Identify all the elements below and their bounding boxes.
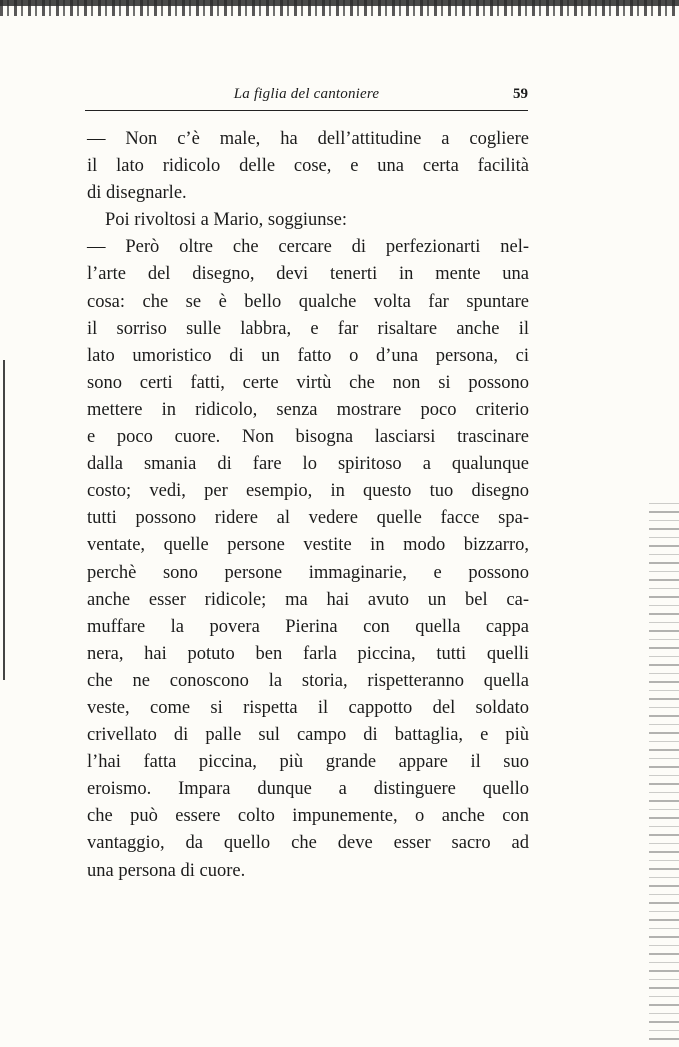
text-line: tutti possono ridere al vedere quelle facce spa- bbox=[87, 508, 529, 529]
text-line: veste, come si rispetta il cappotto del soldato bbox=[87, 697, 529, 718]
text-line: ventate, quelle persone vestite in modo bizzarro, bbox=[87, 535, 529, 556]
text-line: muffare la povera Pierina con quella cappa bbox=[87, 616, 529, 637]
text-line: il lato ridicolo delle cose, e una certa facilità bbox=[87, 156, 529, 177]
text-line: perchè sono persone immaginarie, e possono bbox=[87, 562, 529, 583]
page-header bbox=[85, 82, 528, 111]
text-line: costo; vedi, per esempio, in questo tuo disegno bbox=[87, 481, 529, 502]
page-number: 59 bbox=[513, 86, 528, 102]
text-line: lato umoristico di un fatto o d’una persona, ci bbox=[87, 345, 529, 366]
scan-top-shadow bbox=[0, 0, 679, 6]
text-line: — Non c’è male, ha dell’attitudine a cogliere bbox=[87, 129, 529, 149]
text-line: eroismo. Impara dunque a distinguere quello bbox=[87, 779, 529, 800]
text-line: mettere in ridicolo, senza mostrare poco criterio bbox=[87, 399, 529, 420]
text-line: Poi rivoltosi a Mario, soggiunse: bbox=[105, 210, 348, 231]
text-line: sono certi fatti, certe virtù che non si possono bbox=[87, 372, 529, 393]
text-line: l’hai fatta piccina, più grande appare il suo bbox=[87, 752, 529, 773]
text-line: crivellato di palle sul campo di battaglia, e più bbox=[87, 725, 529, 746]
text-line: che può essere colto impunemente, o anche con bbox=[87, 806, 529, 827]
text-line: vantaggio, da quello che deve esser sacro ad bbox=[87, 833, 529, 854]
text-line: anche esser ridicole; ma hai avuto un bel ca- bbox=[87, 589, 529, 610]
text-line: una persona di cuore. bbox=[87, 860, 246, 881]
running-title: La figlia del cantoniere bbox=[233, 86, 380, 102]
text-line: — Però oltre che cercare di perfezionarti nel- bbox=[87, 237, 529, 258]
text-line: e poco cuore. Non bisogna lasciarsi trascinare bbox=[87, 427, 529, 448]
text-line: dalla smania di fare lo spiritoso a qualunque bbox=[87, 454, 529, 475]
text-line: cosa: che se è bello qualche volta far spuntare bbox=[87, 291, 529, 312]
text-line: nera, hai potuto ben farla piccina, tutti quelli bbox=[87, 643, 529, 664]
scan-right-edge bbox=[649, 500, 679, 1040]
text-line: di disegnarle. bbox=[87, 183, 187, 204]
text-line: che ne conoscono la storia, rispetteranno quella bbox=[87, 670, 529, 691]
text-line: il sorriso sulle labbra, e far risaltare anche il bbox=[87, 318, 529, 339]
scan-left-margin-line bbox=[3, 360, 5, 680]
text-line: l’arte del disegno, devi tenerti in mente una bbox=[87, 264, 529, 285]
body-text bbox=[87, 126, 529, 885]
